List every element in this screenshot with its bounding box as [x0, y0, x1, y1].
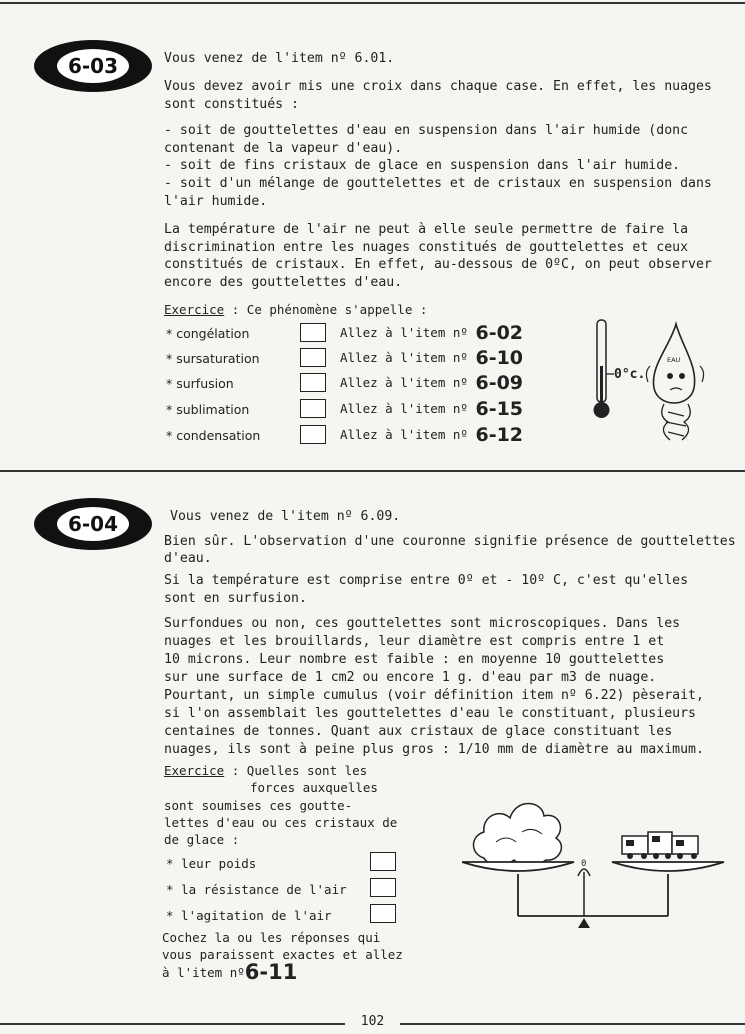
exercise-text: : Quelles sont les [224, 763, 368, 778]
instruction-line: Cochez la ou les réponses qui [162, 930, 381, 945]
paragraph-line: nuages, ils sont à peine plus gros : 1/10 mm de diamètre au maximum. [164, 742, 704, 757]
paragraph-line: sont constitués : [164, 97, 299, 112]
paragraph-line: si l'on assemblait les gouttelettes d'eau le constituant, plusieurs [164, 706, 696, 721]
answer-checkbox[interactable] [300, 399, 326, 418]
trucks-icon [622, 832, 698, 859]
exercise-label: Exercice [164, 763, 225, 778]
goto-link[interactable] [340, 372, 523, 394]
goto-link[interactable] [340, 347, 523, 369]
balance-scale-illustration [462, 776, 732, 936]
paragraph-line: centaines de tonnes. Quant aux cristaux de glace constituant les [164, 724, 673, 739]
goto-text: Allez à l'item nº [340, 350, 468, 365]
scale-zero-mark: 0 [581, 859, 587, 869]
paragraph-line: Pourtant, un simple cumulus (voir définition item nº 6.22) pèserait, [164, 688, 704, 703]
item-number: 6-04 [57, 507, 129, 541]
paragraph-line: Si la température est comprise entre 0º et - 10º C, c'est qu'elles [164, 573, 689, 588]
exercise-label: Exercice [164, 302, 225, 317]
answer-checkbox[interactable] [370, 904, 396, 923]
paragraph-line: Surfondues ou non, ces gouttelettes sont microscopiques. Dans les [164, 616, 681, 631]
top-rule [0, 2, 745, 4]
exercise-line: de glace : [164, 832, 240, 847]
item-badge [34, 40, 152, 92]
goto-number: 6-15 [475, 398, 524, 420]
paragraph-line: Bien sûr. L'observation d'une couronne signifie présence de gouttelettes [164, 534, 736, 549]
paragraph-line: 10 microns. Leur nombre est faible : en moyenne 10 gouttelettes [164, 652, 665, 667]
exercise-line: lettes d'eau ou ces cristaux de [164, 815, 398, 830]
paragraph-line: constitués de cristaux. En effet, au-dessous de 0ºC, on peut observer [164, 257, 712, 272]
option-label: * l'agitation de l'air [166, 908, 332, 923]
paragraph-line: discrimination entre les nuages constitués de gouttelettes et ceux [164, 240, 689, 255]
option-label: * sublimation [166, 402, 250, 417]
item-number: 6-03 [57, 49, 129, 83]
option-label: * congélation [166, 326, 250, 341]
answer-checkbox[interactable] [300, 348, 326, 367]
answer-checkbox[interactable] [300, 323, 326, 342]
answer-checkbox[interactable] [370, 852, 396, 871]
right-pan [612, 862, 724, 916]
section-divider [0, 470, 745, 472]
option-label: * sursaturation [166, 351, 260, 366]
bullet-line: - soit de fins cristaux de glace en suspension dans l'air humide. [164, 158, 681, 173]
exercise-heading [164, 762, 367, 780]
goto-number: 6-10 [475, 347, 524, 369]
scale-beam [518, 869, 668, 928]
goto-link[interactable] [340, 424, 523, 446]
item-badge [34, 498, 152, 550]
option-label: * leur poids [166, 856, 257, 871]
option-label: * condensation [166, 428, 261, 443]
paragraph-line: encore des gouttelettes d'eau. [164, 275, 403, 290]
thermometer-icon [594, 320, 615, 418]
paragraph-line: La température de l'air ne peut à elle seule permettre de faire la [164, 222, 689, 237]
paragraph-line: sur une surface de 1 cm2 ou encore 1 g. d'eau par m3 de nuage. [164, 670, 657, 685]
goto-text: Allez à l'item nº [340, 401, 468, 416]
left-pan [462, 862, 574, 916]
exercise-heading [164, 301, 427, 319]
option-label: * surfusion [166, 376, 234, 391]
goto-link[interactable] [340, 398, 523, 420]
thermometer-drop-illustration [588, 316, 738, 446]
water-drop-character-icon [646, 324, 703, 440]
exercise-line: sont soumises ces goutte- [164, 798, 353, 813]
goto-text: Allez à l'item nº [340, 375, 468, 390]
goto-text: Allez à l'item nº [340, 427, 468, 442]
paragraph-line: Vous devez avoir mis une croix dans chaque case. En effet, les nuages [164, 79, 712, 94]
temperature-label: 0°c. [614, 367, 646, 382]
bullet-line: l'air humide. [164, 194, 268, 209]
exercise-text: : Ce phénomène s'appelle : [224, 302, 428, 317]
footer-line-right [400, 1023, 745, 1025]
goto-text: à l'item nº [162, 965, 245, 980]
answer-checkbox[interactable] [300, 373, 326, 392]
goto-text: Allez à l'item nº [340, 325, 468, 340]
paragraph-line: nuages et les brouillards, leur diamètre est compris entre 1 et [164, 634, 665, 649]
intro-text: Vous venez de l'item nº 6.01. [164, 51, 395, 66]
goto-number: 6-12 [475, 424, 524, 446]
answer-checkbox[interactable] [300, 425, 326, 444]
bullet-line: contenant de la vapeur d'eau). [164, 141, 403, 156]
page-number: 102 [360, 1014, 385, 1029]
bullet-line: - soit d'un mélange de gouttelettes et de cristaux en suspension dans [164, 176, 712, 191]
drop-label: EAU [667, 356, 681, 364]
answer-checkbox[interactable] [370, 878, 396, 897]
cloud-icon [474, 804, 562, 866]
intro-text: Vous venez de l'item nº 6.09. [170, 509, 401, 524]
option-label: * la résistance de l'air [166, 882, 347, 897]
goto-number: 6-11 [244, 960, 298, 984]
paragraph-line: sont en surfusion. [164, 591, 307, 606]
goto-number: 6-09 [475, 372, 524, 394]
instruction-line: vous paraissent exactes et allez [162, 947, 403, 962]
bullet-line: - soit de gouttelettes d'eau en suspension dans l'air humide (donc [164, 123, 689, 138]
goto-link[interactable] [162, 960, 297, 984]
paragraph-line: d'eau. [164, 551, 212, 566]
goto-number: 6-02 [475, 322, 524, 344]
goto-link[interactable] [340, 322, 523, 344]
exercise-line: forces auxquelles [250, 780, 378, 795]
